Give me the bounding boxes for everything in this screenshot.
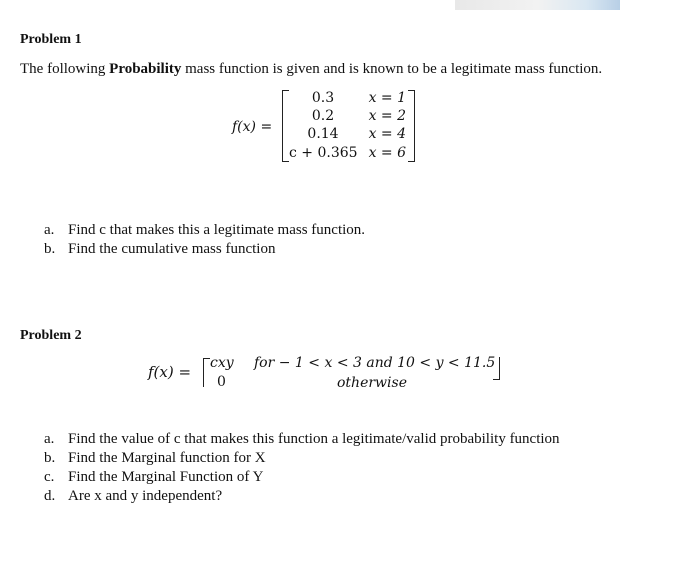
question-label: a. [44,431,55,447]
pmf-right-bracket [408,90,415,162]
pmf-condition: x = 1 [368,90,406,106]
question-label: c. [44,469,55,485]
question-text: Find the Marginal Function of Y [68,469,264,485]
pmf-label: f(x) = [232,119,273,135]
problem-2-heading: Problem 2 [20,328,82,343]
pmf-condition: x = 6 [368,145,406,161]
pdf-condition: for − 1 < x < 3 and 10 < y < 11.5 [254,355,496,371]
question-item [44,221,365,240]
intro-bold: Probability [109,61,182,77]
pmf-value: c + 0.365 [289,145,358,161]
question-item [44,240,365,259]
cropped-top-image [455,0,620,10]
question-label: a. [44,222,55,238]
pdf-left-bracket [203,358,210,387]
intro-pre: The following [20,61,110,77]
question-label: d. [44,488,56,504]
question-item [44,430,560,449]
question-item [44,487,560,506]
question-text: Are x and y independent? [68,488,223,504]
question-text: Find the value of c that makes this function a legitimate/valid probability function [68,431,560,447]
pmf-left-bracket [282,90,289,162]
pmf-value: 0.3 [311,90,335,106]
pdf-condition-otherwise: otherwise [337,375,407,391]
pmf-value: 0.2 [311,108,335,124]
question-text: Find the Marginal function for X [68,450,266,466]
question-label: b. [44,450,56,466]
question-text: Find the cumulative mass function [68,241,276,257]
pdf-expression: cxy [210,355,234,371]
problem-1-questions [44,221,365,259]
problem-1-intro [20,61,602,78]
question-label: b. [44,241,56,257]
question-text: Find c that makes this a legitimate mass function. [68,222,366,238]
pmf-condition: x = 2 [368,108,406,124]
pmf-condition: x = 4 [368,126,406,142]
problem-1-heading: Problem 1 [20,32,82,47]
pmf-value: 0.14 [307,126,339,142]
intro-post: mass function is given and is known to be a legitimate mass function. [181,61,603,77]
problem-2-questions [44,430,560,506]
question-item [44,468,560,487]
question-item [44,449,560,468]
joint-pdf-label: f(x) = [148,363,192,381]
pdf-expression-zero: 0 [217,374,226,390]
